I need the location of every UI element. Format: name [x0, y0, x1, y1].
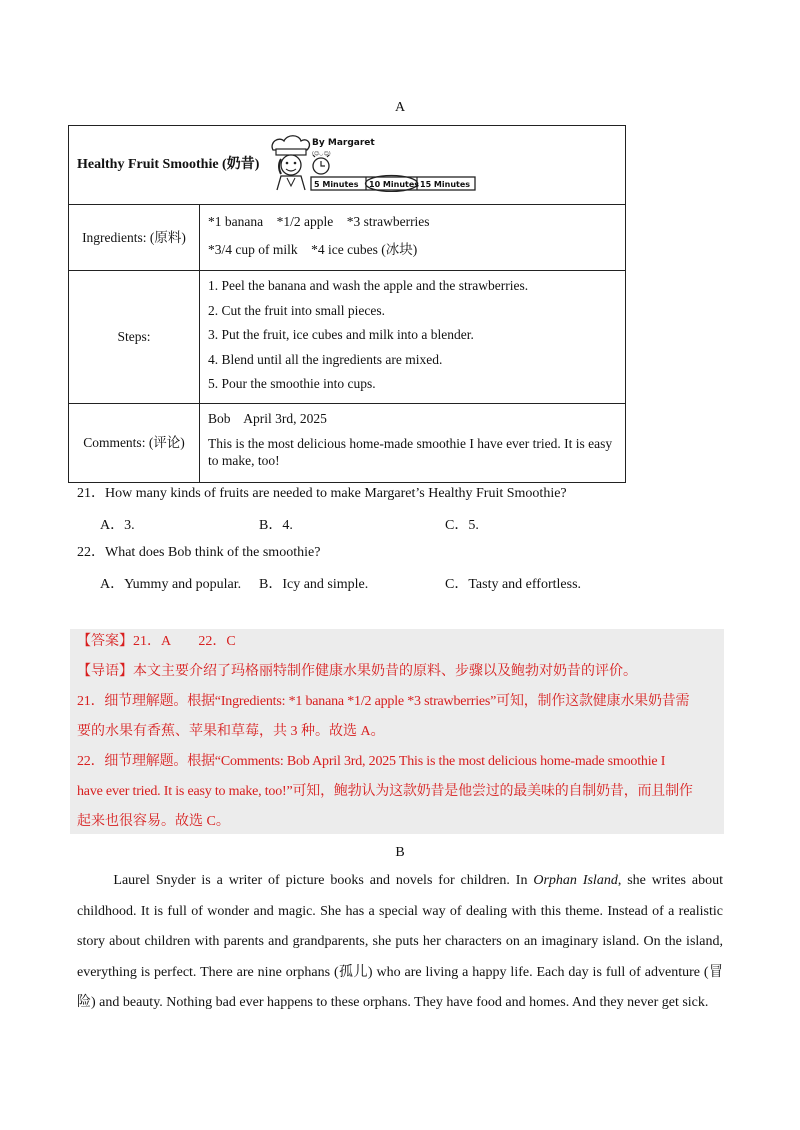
answer-key: 【答案】21．A 22．C — [77, 634, 236, 649]
question-22-option-a: A．Yummy and popular. — [100, 577, 242, 592]
section-a-letter: A — [394, 100, 406, 115]
question-22-option-b: B．Icy and simple. — [259, 577, 369, 592]
ingredients-content — [200, 205, 626, 271]
steps-content — [200, 271, 626, 404]
comment-text: This is the most delicious home-made smoothie I have ever tried. It is easy to make, too! — [208, 435, 613, 468]
recipe-table — [68, 125, 626, 483]
step-item: 3. Put the fruit, ice cubes and milk into a blender. — [208, 327, 474, 342]
step-item: 1. Peel the banana and wash the apple and the strawberries. — [208, 278, 529, 293]
svg-text:(☺◡☺): (☺◡☺) — [311, 151, 331, 157]
question-22-stem: 22．What does Bob think of the smoothie? — [77, 545, 321, 560]
answer-explanation-22-line-1: 22．细节理解题。根据“Comments: Bob April 3rd, 2025 This is the most delicious home-made smoothie I — [77, 754, 666, 769]
question-21-option-b: B．4. — [259, 518, 293, 533]
question-21-option-c: C．5. — [445, 518, 479, 533]
step-item: 5. Pour the smoothie into cups. — [208, 376, 376, 391]
steps-label: Steps: — [69, 271, 200, 404]
recipe-title-row — [69, 126, 626, 205]
passage-b-paragraph — [77, 866, 723, 1019]
comments-label: Comments: (评论) — [69, 403, 200, 482]
chef-illustration — [267, 134, 477, 192]
answer-explanation-21-line-2: 要的水果有香蕉、苹果和草莓，共 3 种。故选 A。 — [77, 724, 385, 739]
passage-b-part-1: Laurel Snyder is a writer of picture books and novels for children. In — [113, 873, 534, 888]
ingredients-line-1: *1 banana *1/2 apple *3 strawberries — [208, 214, 430, 229]
answer-explanation-21-line-1: 21．细节理解题。根据“Ingredients: *1 banana *1/2 apple *3 strawberries”可知，制作这款健康水果奶昔需 — [77, 694, 690, 709]
recipe-title: Healthy Fruit Smoothie (奶昔) — [77, 157, 260, 173]
passage-b-part-2: , she writes about childhood. It is full of wonder and magic. She has a special way of dealing with this theme. Instead of a realistic story about children with parents and grandparents, she puts her characters on an imaginary island. On the island, everything is perfect. There are nine orphans (孤儿) who are living a happy life. Each day is full of adventure (冒险) and beauty. Nothing bad ever happens to these orphans. They have food and homes. And they never get sick. — [77, 873, 724, 1010]
question-22-option-c: C．Tasty and effortless. — [445, 577, 582, 592]
step-item: 2. Cut the fruit into small pieces. — [208, 302, 385, 318]
ingredients-label: Ingredients: (原料) — [69, 205, 200, 271]
steps-row — [69, 271, 626, 404]
question-21-stem: 21．How many kinds of fruits are needed to make Margaret’s Healthy Fruit Smoothie? — [77, 486, 567, 501]
book-title: Orphan Island — [533, 873, 618, 888]
comments-row — [69, 403, 626, 482]
answer-explanation-22-line-3: 起来也很容易。故选 C。 — [77, 814, 230, 829]
comments-content — [200, 403, 626, 482]
answer-explanation-22-line-2: have ever tried. It is easy to make, too!”可知，鲍勃认为这款奶昔是他尝过的最美味的自制奶昔，而且制作 — [77, 784, 693, 799]
time-option-15: 15 Minutes — [419, 180, 470, 189]
ingredients-row — [69, 205, 626, 271]
answer-guide: 【导语】本文主要介绍了玛格丽特制作健康水果奶昔的原料、步骤以及鲍勃对奶昔的评价。 — [77, 664, 637, 679]
section-b-letter: B — [395, 845, 405, 860]
time-option-10: 10 Minutes — [368, 180, 419, 189]
recipe-title-cell — [69, 126, 626, 205]
step-item: 4. Blend until all the ingredients are mixed. — [208, 351, 443, 367]
ingredients-line-2: *3/4 cup of milk *4 ice cubes (冰块) — [208, 242, 418, 257]
comment-header: Bob April 3rd, 2025 — [208, 410, 327, 426]
question-21-option-a: A．3. — [100, 518, 135, 533]
badge-author: By Margaret — [311, 138, 375, 148]
chef-badge — [267, 134, 477, 196]
time-option-5: 5 Minutes — [313, 180, 359, 189]
